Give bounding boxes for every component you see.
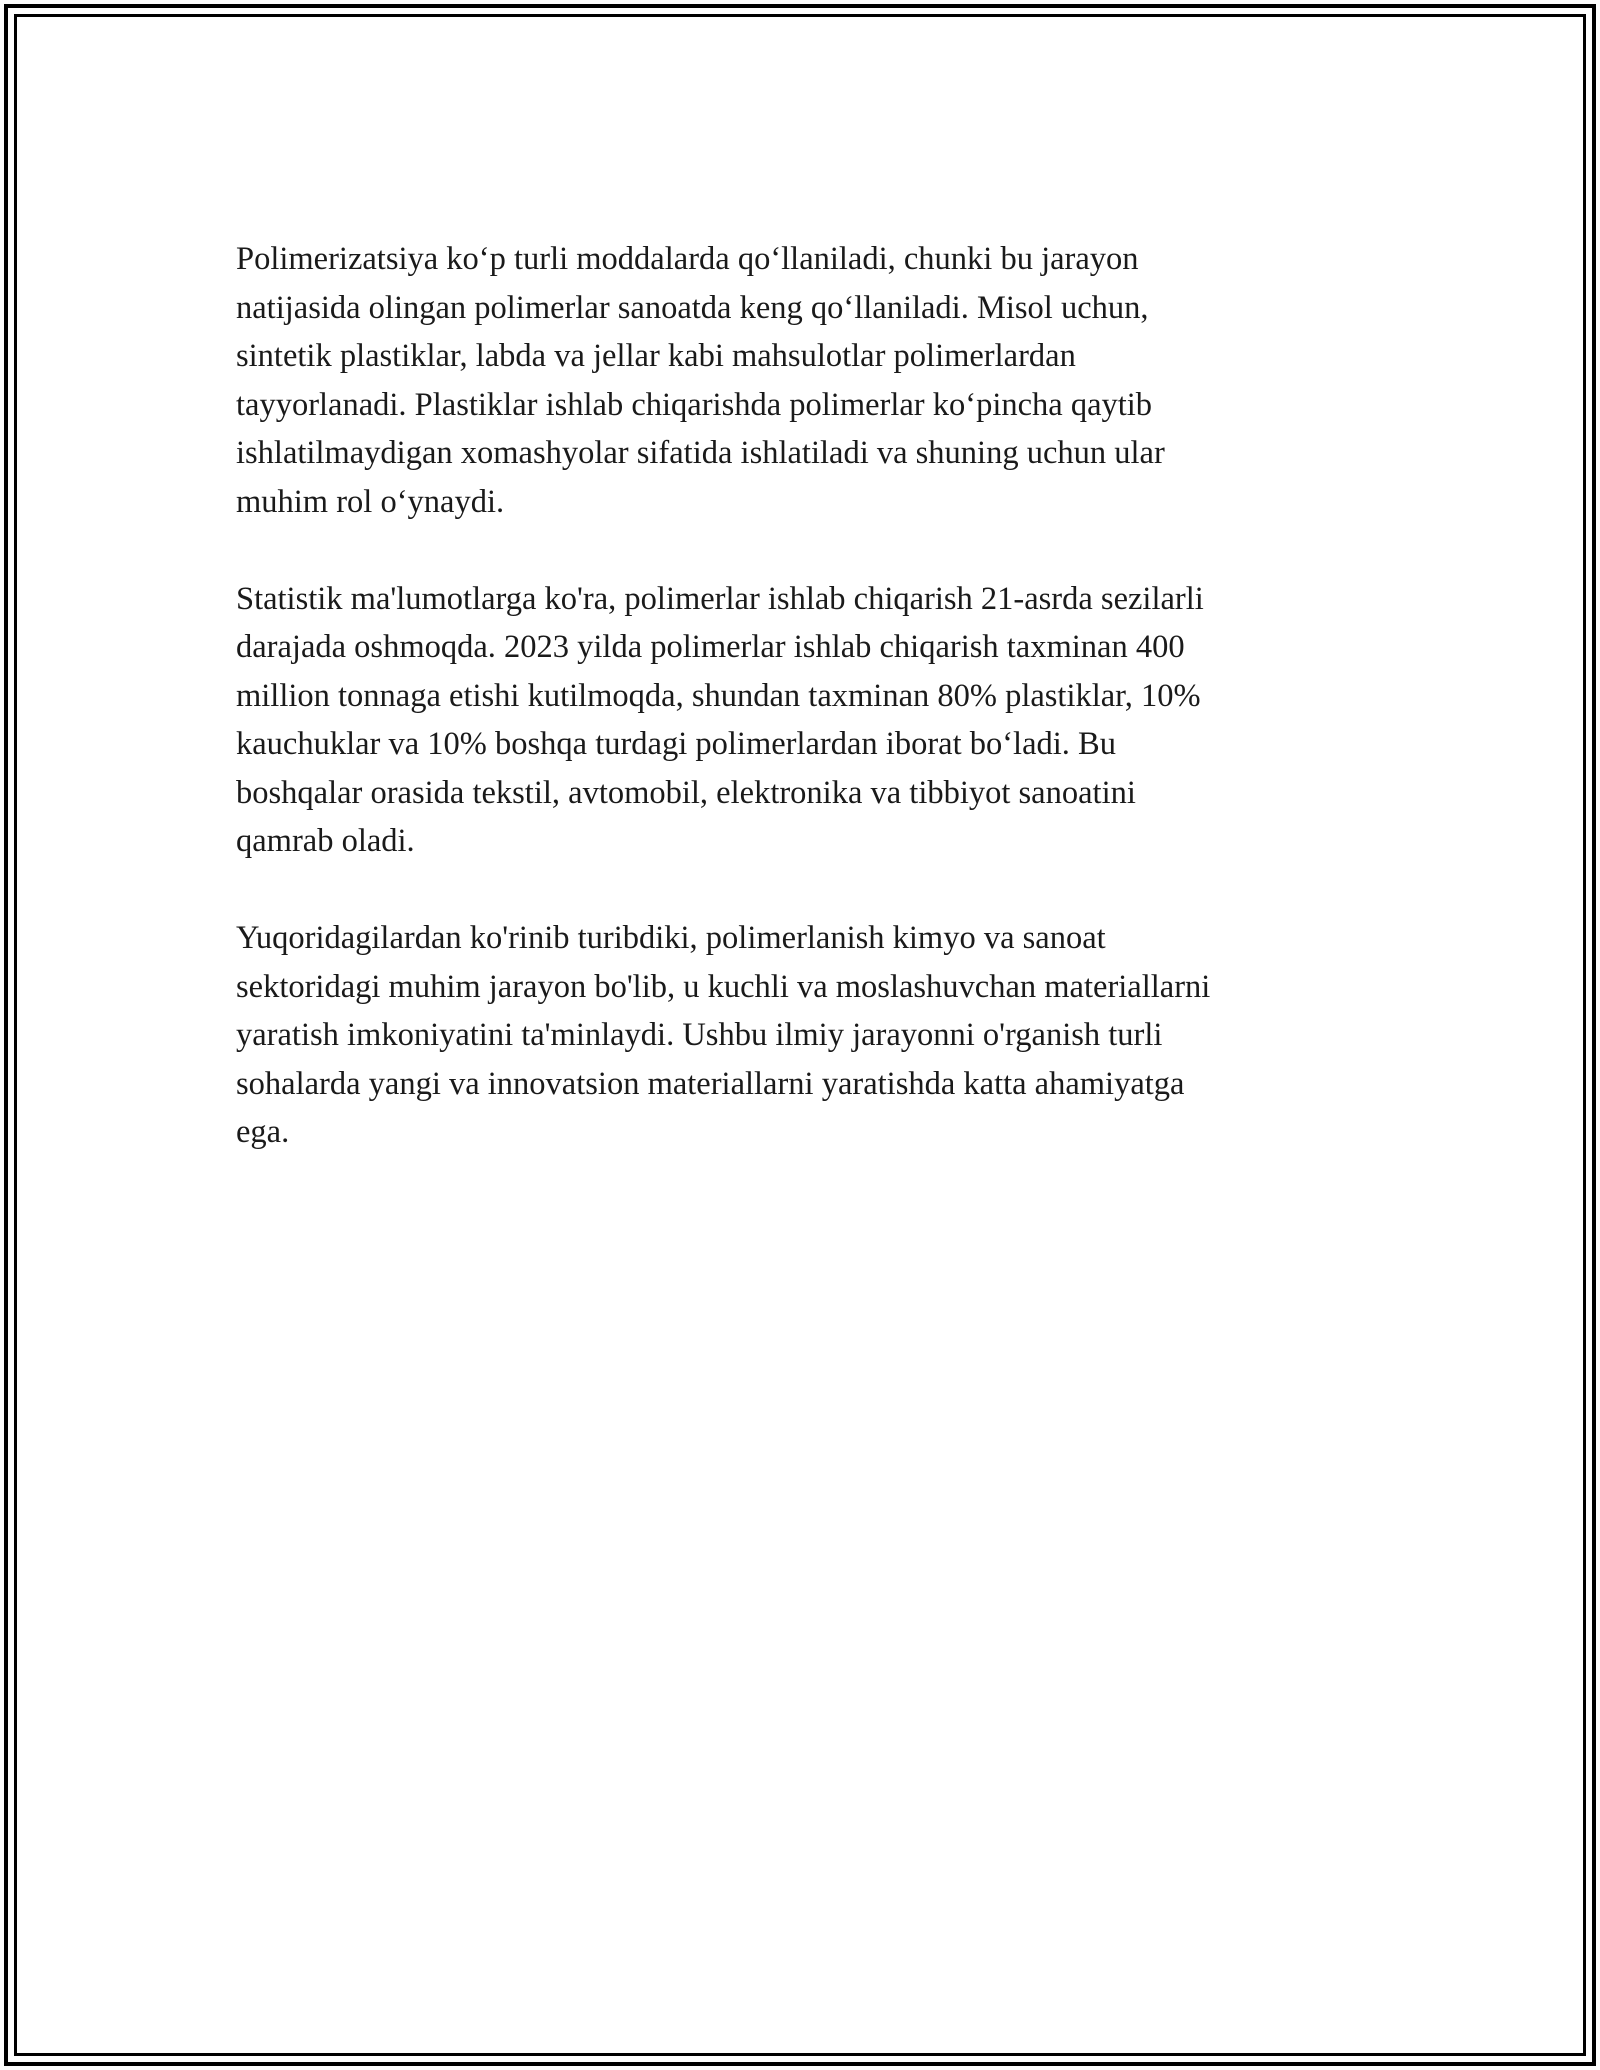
paragraph-conclusion	[236, 914, 1356, 1157]
document-body	[236, 235, 1356, 1205]
text-line: qamrab oladi.	[236, 823, 415, 859]
paragraph-statistics	[236, 575, 1356, 866]
text-line: Yuqoridagilardan ko'rinib turibdiki, polimerlanish kimyo va sanoat	[236, 920, 1106, 956]
text-line: yaratish imkoniyatini ta'minlaydi. Ushbu ilmiy jarayonni o'rganish turli	[236, 1017, 1163, 1053]
text-line: natijasida olingan polimerlar sanoatda keng qo‘llaniladi. Misol uchun,	[236, 289, 1149, 326]
text-line: sintetik plastiklar, labda va jellar kabi mahsulotlar polimerlardan	[236, 338, 1076, 374]
text-line: kauchuklar va 10% boshqa turdagi polimerlardan iborat bo‘ladi. Bu	[236, 726, 1116, 762]
text-line: muhim rol o‘ynaydi.	[236, 483, 505, 520]
text-line: ishlatilmaydigan xomashyolar sifatida ishlatiladi va shuning uchun ular	[236, 435, 1165, 471]
text-line: boshqalar orasida tekstil, avtomobil, elektronika va tibbiyot sanoatini	[236, 774, 1136, 811]
text-line: Statistik ma'lumotlarga ko'ra, polimerlar ishlab chiqarish 21-asrda sezilarli	[236, 580, 1204, 617]
text-line: sektoridagi muhim jarayon bo'lib, u kuchli va moslashuvchan materiallarni	[236, 968, 1211, 1005]
text-line: ega.	[236, 1114, 290, 1150]
text-line: sohalarda yangi va innovatsion materiallarni yaratishda katta ahamiyatga	[236, 1065, 1185, 1102]
text-line: darajada oshmoqda. 2023 yilda polimerlar ishlab chiqarish taxminan 400	[236, 629, 1185, 665]
text-line: million tonnaga etishi kutilmoqda, shundan taxminan 80% plastiklar, 10%	[236, 677, 1201, 714]
text-line: tayyorlanadi. Plastiklar ishlab chiqarishda polimerlar ko‘pincha qaytib	[236, 386, 1153, 423]
text-line: Polimerizatsiya ko‘p turli moddalarda qo‘llaniladi, chunki bu jarayon	[236, 241, 1139, 277]
paragraph-polymerization-uses	[236, 235, 1356, 526]
